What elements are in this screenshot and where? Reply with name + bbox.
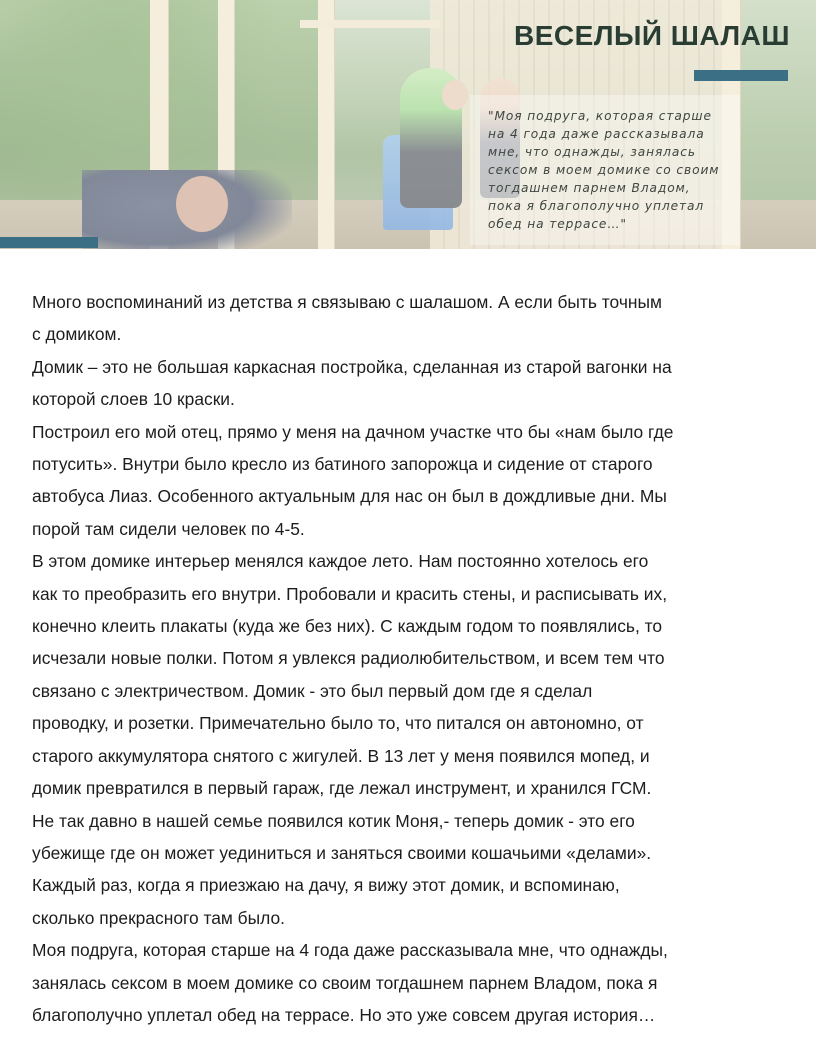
article-paragraph: Много воспоминаний из детства я связываю с шалашом. А если быть точным с домиком. xyxy=(32,292,662,345)
accent-bar-left xyxy=(0,237,98,248)
article-body xyxy=(32,286,772,1031)
article-paragraph: Домик – это не большая каркасная постройка, сделанная из старой вагонки на которой слоев 10 краски. xyxy=(32,356,672,410)
article-paragraph: Моя подруга, которая старше на 4 года даже рассказывала мне, что однажды, занялась сексом в моем домике со своим тогдашнем парнем Владом, пока я благополучно уплетал обед на террасе. Но это уже совсем другая история… xyxy=(32,940,668,1025)
article-paragraph: Не так давно в нашей семье появился котик Моня,- теперь домик - это его убежище где он может уединиться и заняться своими кошачьими «делами». xyxy=(32,810,652,863)
article-paragraph: В этом домике интерьер менялся каждое лето. Нам постоянно хотелось его как то преобразить его внутри. Пробовали и красить стены, и расписывать их, конечно клеить плакаты (куда же без них). С каждым годом то появлялись, то исчезали новые полки. Потом я увлекся радиолюбительством, и всем тем что связано с электричеством. Домик - это был первый дом где я сделал проводку, и розетки. Примечательно было то, что питался он автономно, от старого аккумулятора снятого с жигулей. В 13 лет у меня появился мопед, и домик превратился в первый гараж, где лежал инструмент, и хранился ГСМ. xyxy=(32,551,668,799)
article-paragraph: Построил его мой отец, прямо у меня на дачном участке что бы «нам было где потусить». Внутри было кресло из батиного запорожца и сидение от старого автобуса Лиаз. Особенного актуальным для нас он был в дождливые дни. Мы порой там сидели человек по 4-5. xyxy=(32,421,674,539)
article-paragraph: Каждый раз, когда я приезжаю на дачу, я вижу этот домик, и вспоминаю, сколько прекрасного там было. xyxy=(32,875,620,928)
page-title: ВЕСЕЛЫЙ ШАЛАШ xyxy=(514,20,790,51)
pull-quote: "Моя подруга, которая старше на 4 года даже рассказывала мне, что однажды, занялась сексом в моем домике со своим тогдашнем парнем Владом, пока я благополучно уплетал обед на террасе…" xyxy=(488,109,720,231)
accent-bar-top xyxy=(694,70,788,81)
